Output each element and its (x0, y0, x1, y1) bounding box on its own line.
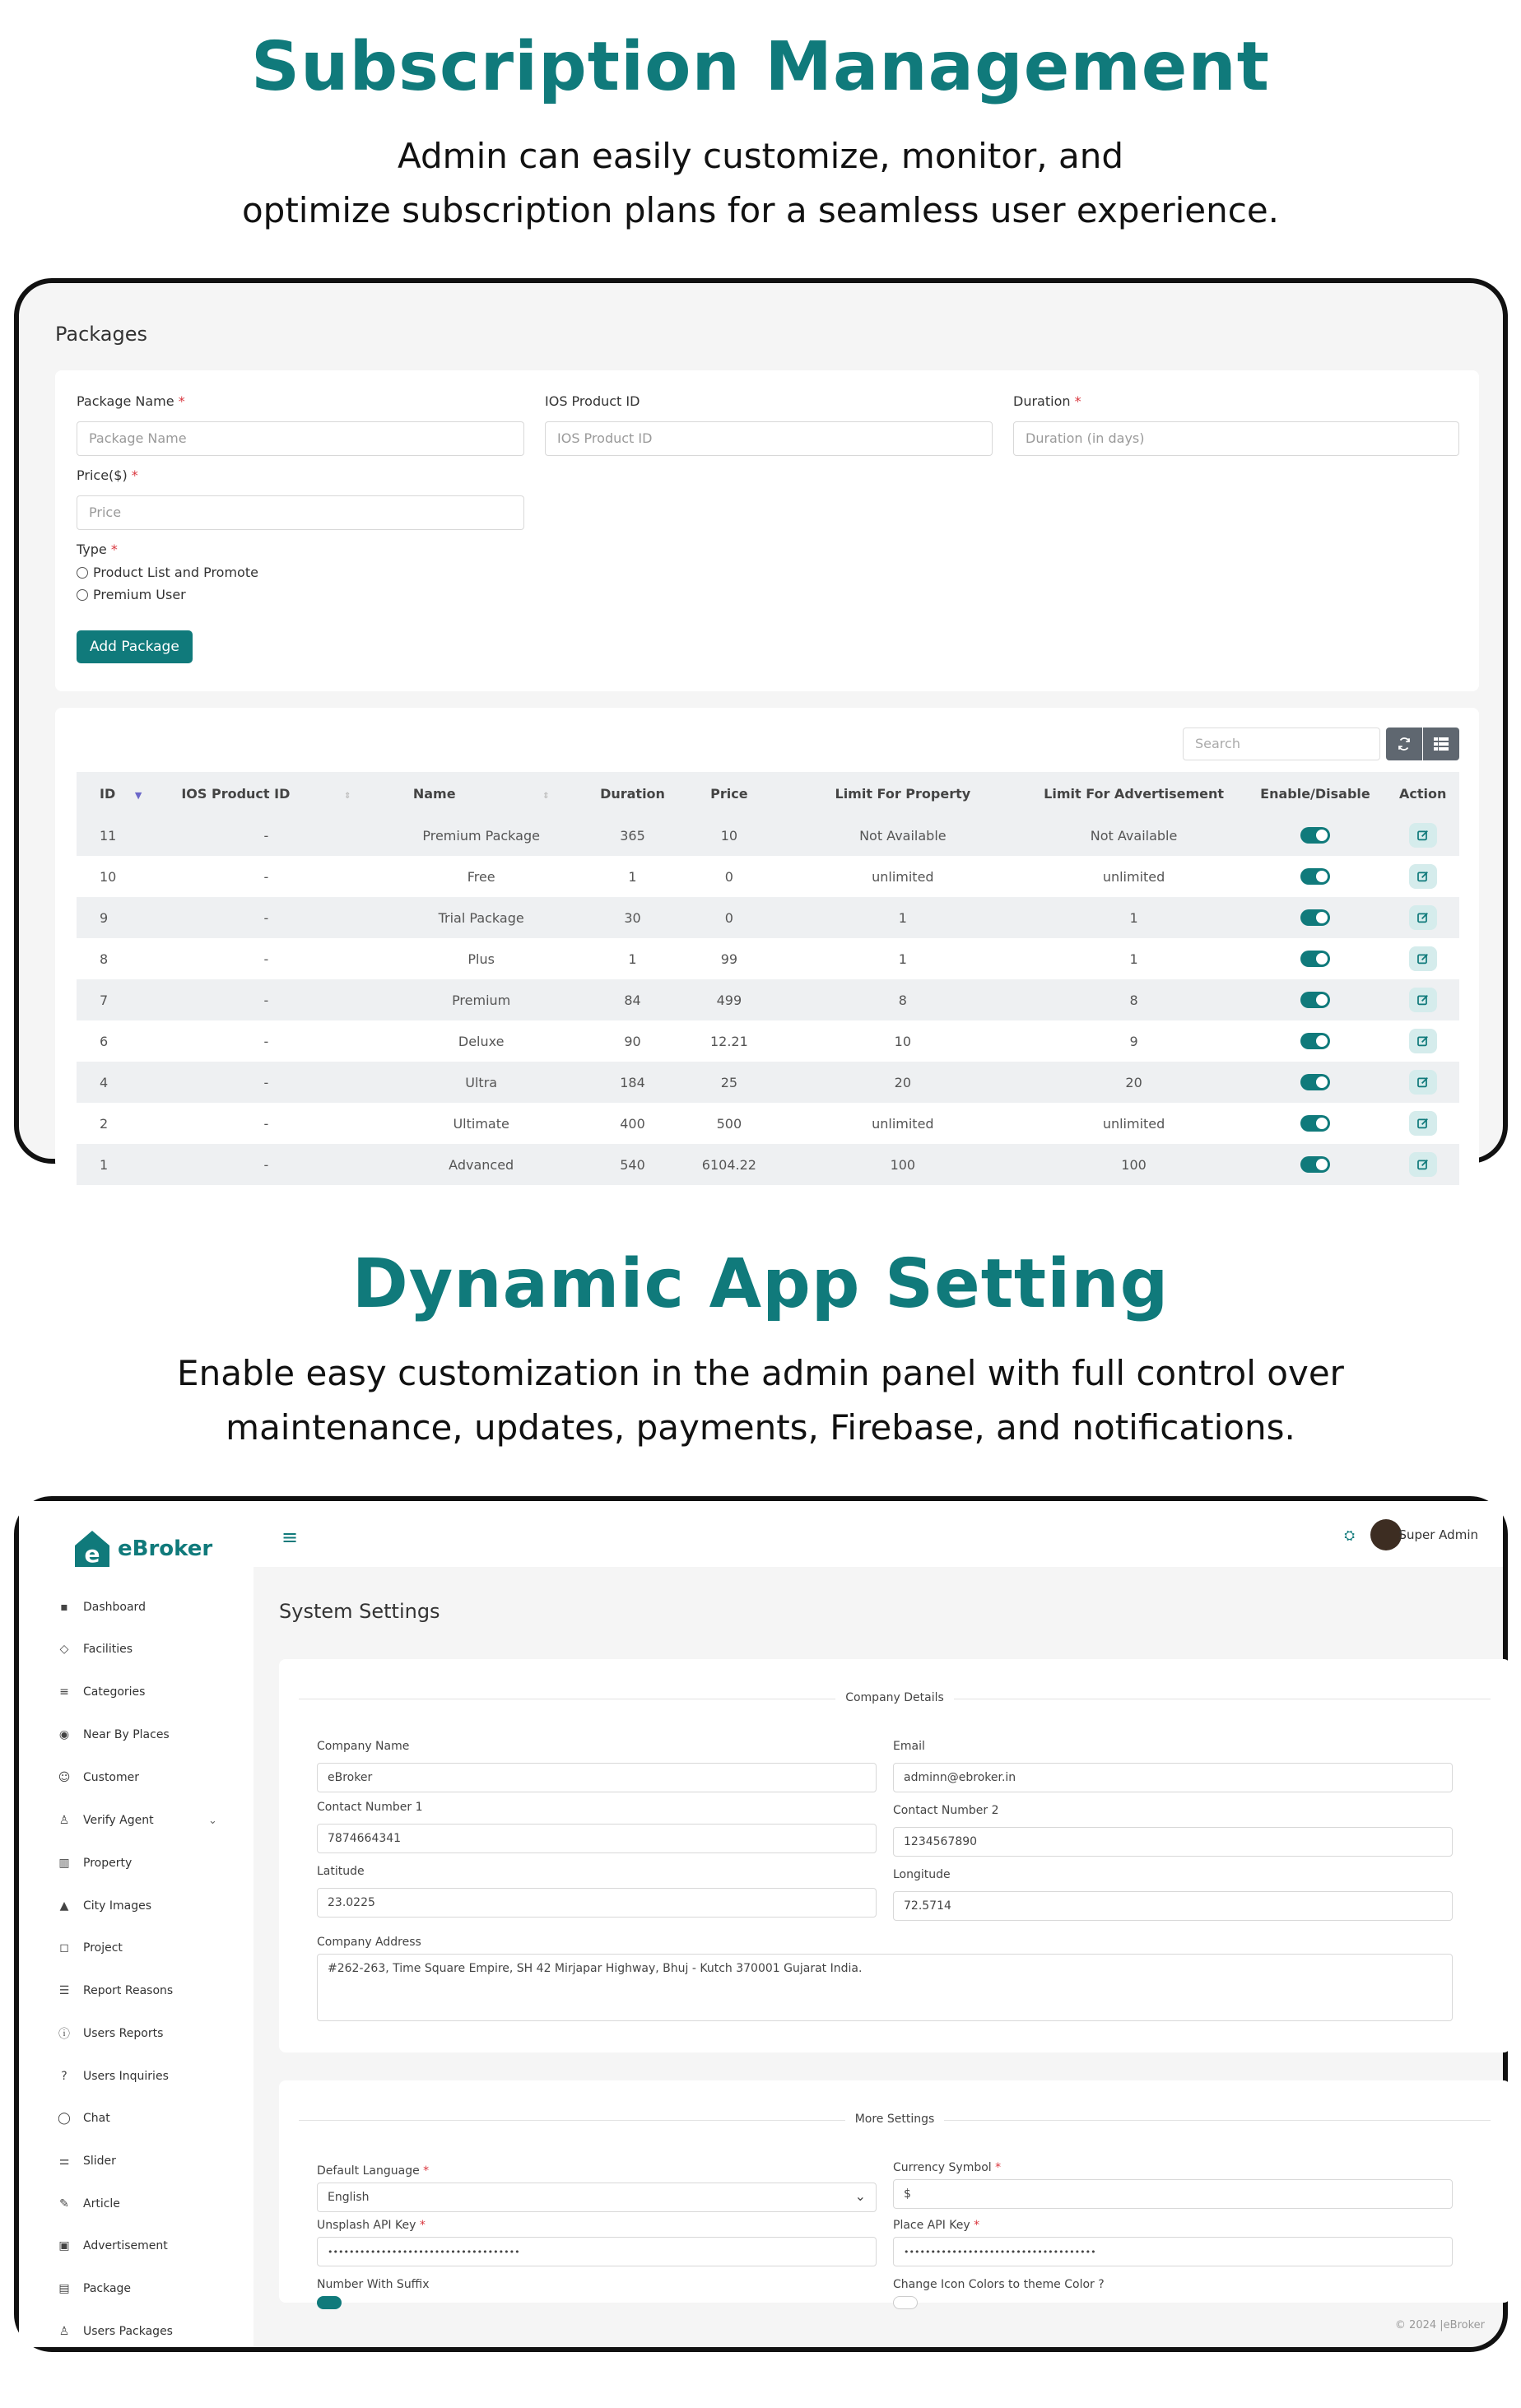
cell-ios-product-id: - (263, 951, 269, 967)
list-columns-icon (1434, 737, 1449, 751)
cell-limit-property: unlimited (872, 1115, 934, 1132)
contact2-label: Contact Number 2 (893, 1804, 999, 1817)
hamburger-menu-icon[interactable]: ≡ (281, 1526, 299, 1549)
page-title: Packages (55, 323, 147, 346)
cell-ios-product-id: - (159, 979, 374, 1020)
currency-symbol-label: Currency Symbol * (893, 2161, 1002, 2174)
chat-icon: ◯ (58, 2112, 71, 2125)
company-details-title: Company Details (279, 1691, 1510, 1704)
cell-duration: 365 (588, 815, 676, 856)
brand-name: eBroker (118, 1536, 213, 1561)
cell-price: 10 (677, 815, 782, 856)
project-icon: ◻ (59, 1941, 69, 1955)
city-images-icon: ▲ (59, 1899, 69, 1913)
chevron-down-icon[interactable]: ⌄ (208, 1815, 217, 1827)
table-row (77, 1103, 1459, 1144)
cell-duration: 30 (588, 897, 676, 938)
table-row (77, 938, 1459, 979)
place-api-key-input[interactable]: •••••••••••••••••••••••••••••••••••• (893, 2237, 1453, 2266)
edit-button[interactable] (1409, 988, 1437, 1012)
default-language-label: Default Language * (317, 2164, 430, 2178)
enable-toggle[interactable] (1300, 1033, 1330, 1049)
edit-button[interactable] (1409, 823, 1437, 848)
cell-limit-property: 10 (894, 1033, 912, 1049)
enable-toggle[interactable] (1300, 909, 1330, 926)
cell-duration: 540 (588, 1144, 676, 1185)
cell-ios-product-id: - (159, 897, 374, 938)
column-header-enable-disable: Enable/Disable (1244, 772, 1387, 815)
package-icon: ▤ (58, 2282, 70, 2295)
sort-icon: ⇕ (343, 791, 351, 801)
sidebar-item-label: Facilities (83, 1643, 133, 1656)
company-name-label: Company Name (317, 1740, 410, 1753)
cell-price: 6104.22 (677, 1144, 782, 1185)
edit-icon (1416, 1076, 1430, 1089)
latitude-label: Latitude (317, 1865, 365, 1878)
cell-duration: 400 (620, 1115, 645, 1132)
contact2-input[interactable]: 1234567890 (893, 1827, 1453, 1857)
packages-table-card (55, 708, 1479, 1173)
categories-icon: ≡ (59, 1685, 69, 1699)
cell-action (1386, 1020, 1459, 1062)
report-reasons-icon: ☰ (58, 1984, 70, 1997)
sidebar-item-label: Property (83, 1857, 133, 1870)
top-bar (254, 1501, 1503, 1567)
edit-icon (1416, 952, 1430, 965)
facilities-icon: ◇ (59, 1643, 69, 1656)
edit-icon (1416, 829, 1430, 842)
language-icon[interactable]: ⛭ (1344, 1527, 1355, 1543)
avatar[interactable] (1370, 1519, 1402, 1550)
icon-colors-label: Change Icon Colors to theme Color ? (893, 2278, 1105, 2291)
sidebar-item-label: Slider (83, 2155, 116, 2168)
sidebar-item-label: Chat (83, 2112, 110, 2125)
search-input[interactable]: Search (1183, 728, 1380, 760)
property-icon: ▥ (58, 1857, 70, 1870)
page-title: System Settings (279, 1600, 440, 1623)
add-package-button[interactable]: Add Package (77, 630, 193, 663)
cell-action (1386, 1144, 1459, 1185)
location-pin-icon: ◉ (58, 1728, 70, 1741)
column-header-name[interactable]: Name ⇕ (374, 772, 588, 815)
cell-ios-product-id: - (263, 868, 269, 885)
package-name-label: Package Name * (77, 393, 185, 409)
icon-colors-toggle[interactable] (893, 2296, 918, 2309)
sidebar-item-city-images[interactable] (57, 1899, 151, 1913)
sidebar-item-dashboard[interactable] (57, 1600, 146, 1615)
edit-icon (1416, 993, 1430, 1006)
cell-ios-product-id: - (159, 1144, 374, 1185)
edit-icon (1416, 1117, 1430, 1130)
cell-id: 2 (100, 1115, 109, 1132)
unsplash-api-key-label: Unsplash API Key * (317, 2219, 426, 2232)
type-radio-product-list[interactable]: Product List and Promote (77, 565, 258, 580)
cell-ios-product-id: - (263, 1115, 269, 1132)
cell-limit-property: 20 (782, 1062, 1023, 1103)
edit-icon (1416, 1158, 1430, 1171)
cell-duration: 90 (624, 1033, 641, 1049)
enable-toggle[interactable] (1300, 992, 1330, 1008)
cell-id: 8 (100, 951, 109, 967)
column-header-id[interactable]: ID ▼ (77, 772, 159, 815)
company-address-textarea[interactable]: #262-263, Time Square Empire, SH 42 Mirjapar Highway, Bhuj - Kutch 370001 Gujarat India. (317, 1954, 1453, 2021)
cell-price: 12.21 (709, 1033, 748, 1049)
enable-toggle[interactable] (1300, 1115, 1330, 1132)
longitude-input[interactable]: 72.5714 (893, 1891, 1453, 1921)
section2-heading: Dynamic App Setting (351, 1245, 1170, 1323)
sidebar-item-label: Users Reports (83, 2027, 164, 2040)
cell-name: Free (467, 868, 495, 885)
cell-price: 0 (677, 897, 782, 938)
cell-ios-product-id: - (159, 1062, 374, 1103)
sort-desc-icon: ▼ (134, 789, 142, 801)
cell-limit-property: 1 (782, 897, 1023, 938)
column-header-duration: Duration (588, 772, 676, 815)
sidebar-item-label: Article (83, 2197, 120, 2210)
edit-icon (1416, 911, 1430, 924)
refresh-icon (1397, 737, 1412, 751)
cell-duration: 84 (588, 979, 676, 1020)
cell-action (1386, 1062, 1459, 1103)
cell-limit-property: 8 (782, 979, 1023, 1020)
cell-action (1386, 856, 1459, 897)
table-row (77, 1144, 1459, 1185)
company-name-input[interactable]: eBroker (317, 1763, 877, 1792)
longitude-label: Longitude (893, 1868, 951, 1881)
column-header-price: Price (677, 772, 782, 815)
email-label: Email (893, 1740, 925, 1753)
cell-enable-disable (1244, 856, 1387, 897)
sidebar-item-label: Report Reasons (83, 1984, 174, 1997)
cell-enable-disable (1244, 938, 1387, 979)
cell-duration: 1 (628, 951, 637, 967)
contact1-label: Contact Number 1 (317, 1801, 423, 1814)
column-header-limit-advertisement: Limit For Advertisement (1024, 772, 1244, 815)
cell-id: 9 (77, 897, 159, 938)
column-header-action: Action (1386, 772, 1459, 815)
cell-limit-advertisement: 8 (1024, 979, 1244, 1020)
cell-limit-advertisement: unlimited (1102, 1115, 1165, 1132)
cell-id: 4 (77, 1062, 159, 1103)
cell-limit-advertisement: 1 (1024, 897, 1244, 938)
cell-limit-property: unlimited (872, 868, 934, 885)
cell-name: Ultimate (453, 1115, 509, 1132)
sidebar-item-label: Users Packages (83, 2325, 173, 2338)
table-row (77, 1020, 1459, 1062)
edit-button[interactable] (1409, 1152, 1437, 1177)
contact1-input[interactable]: 7874664341 (317, 1824, 877, 1853)
users-inquiries-icon: ? (61, 2070, 67, 2083)
place-api-key-label: Place API Key * (893, 2219, 980, 2232)
cell-action (1386, 938, 1459, 979)
article-icon: ✎ (59, 2197, 69, 2210)
duration-input[interactable]: Duration (in days) (1013, 421, 1459, 456)
sidebar-item-slider[interactable] (57, 2154, 116, 2169)
sidebar-item-categories[interactable] (57, 1685, 145, 1699)
edit-icon (1416, 870, 1430, 883)
packages-window (14, 278, 1508, 1173)
type-radio-premium-user[interactable]: Premium User (77, 587, 186, 602)
sidebar-item-property[interactable] (57, 1856, 132, 1871)
cell-name: Premium Package (374, 815, 588, 856)
edit-button[interactable] (1409, 1070, 1437, 1095)
user-name[interactable]: Super Admin (1398, 1527, 1478, 1542)
table-row (77, 897, 1459, 938)
cell-name: Plus (467, 951, 495, 967)
cell-id: 10 (100, 868, 117, 885)
cell-action (1386, 1103, 1459, 1144)
section2-subtitle-line1: Enable easy customization in the admin panel with full control over (177, 1353, 1344, 1393)
edit-button[interactable] (1409, 946, 1437, 971)
cell-action (1386, 897, 1459, 938)
sidebar-item-label: Package (83, 2282, 132, 2295)
cell-name: Premium (374, 979, 588, 1020)
enable-toggle[interactable] (1300, 1156, 1330, 1173)
refresh-button[interactable] (1386, 728, 1422, 760)
price-input[interactable]: Price (77, 495, 524, 530)
unsplash-api-key-input[interactable]: •••••••••••••••••••••••••••••••••••• (317, 2237, 877, 2266)
cell-enable-disable (1244, 1144, 1387, 1185)
users-reports-icon: ⓘ (58, 2028, 70, 2041)
dashboard-icon: ▪ (60, 1601, 68, 1614)
email-input[interactable]: adminn@ebroker.in (893, 1763, 1453, 1792)
cell-id: 7 (77, 979, 159, 1020)
sidebar-item-label: Near By Places (83, 1728, 170, 1741)
cell-duration: 184 (588, 1062, 676, 1103)
more-settings-card (279, 2080, 1510, 2303)
cell-enable-disable (1244, 1020, 1387, 1062)
cell-enable-disable (1244, 1062, 1387, 1103)
cell-limit-advertisement: 9 (1129, 1033, 1138, 1049)
columns-toggle-button[interactable] (1423, 728, 1459, 760)
sidebar-item-users-reports[interactable] (57, 2026, 163, 2041)
cell-price: 25 (677, 1062, 782, 1103)
cell-limit-property: 1 (898, 951, 907, 967)
number-suffix-toggle[interactable] (317, 2296, 342, 2309)
section1-heading: Subscription Management (251, 28, 1270, 106)
cell-price: 499 (677, 979, 782, 1020)
table-row (77, 979, 1459, 1020)
cell-enable-disable (1244, 1103, 1387, 1144)
cell-id: 11 (77, 815, 159, 856)
cell-limit-advertisement: unlimited (1102, 868, 1165, 885)
sidebar-item-package[interactable] (57, 2281, 131, 2296)
ios-product-id-input[interactable]: IOS Product ID (545, 421, 993, 456)
sidebar-item-users-packages[interactable] (57, 2324, 173, 2339)
cell-limit-property: 100 (782, 1144, 1023, 1185)
cell-name: Deluxe (458, 1033, 505, 1049)
cell-limit-advertisement: 20 (1024, 1062, 1244, 1103)
sidebar-item-chat[interactable] (57, 2111, 110, 2126)
edit-button[interactable] (1409, 1029, 1437, 1053)
sidebar-item-label: Verify Agent (83, 1814, 154, 1827)
add-package-form (55, 370, 1479, 691)
users-packages-icon: ♙ (58, 2325, 70, 2338)
sidebar-item-label: Advertisement (83, 2239, 168, 2252)
currency-symbol-input[interactable]: $ (893, 2179, 1453, 2209)
company-address-label: Company Address (317, 1936, 421, 1949)
sidebar-item-customer[interactable] (57, 1770, 139, 1785)
sidebar-item-report-reasons[interactable] (57, 1983, 173, 1998)
column-header-limit-property: Limit For Property (782, 772, 1023, 815)
cell-name: Advanced (374, 1144, 588, 1185)
sidebar-item-label: Users Inquiries (83, 2070, 169, 2083)
cell-price: 0 (724, 868, 733, 885)
sidebar (19, 1501, 254, 2347)
radio-circle (77, 567, 88, 579)
cell-limit-property: Not Available (782, 815, 1023, 856)
enable-toggle[interactable] (1300, 827, 1330, 844)
column-header-ios-product-id[interactable]: IOS Product ID ⇕ (159, 772, 374, 815)
packages-table (77, 772, 1459, 1185)
cell-limit-advertisement: 100 (1024, 1144, 1244, 1185)
edit-button[interactable] (1409, 905, 1437, 930)
sidebar-item-label: Customer (83, 1771, 140, 1784)
sidebar-item-label: Dashboard (83, 1601, 146, 1614)
sort-icon: ⇕ (542, 791, 550, 801)
radio-circle (77, 589, 88, 601)
table-row (77, 815, 1459, 856)
table-header-row (77, 772, 1459, 815)
sidebar-item-article[interactable] (57, 2196, 120, 2211)
enable-toggle[interactable] (1300, 868, 1330, 885)
sidebar-item-verify-agent[interactable] (57, 1813, 154, 1828)
price-label: Price($) * (77, 467, 138, 483)
table-row (77, 1062, 1459, 1103)
table-row (77, 856, 1459, 897)
verify-agent-icon: ♙ (58, 1814, 70, 1827)
package-name-input[interactable]: Package Name (77, 421, 524, 456)
brand-logo[interactable] (73, 1529, 212, 1569)
section1-subtitle-line1: Admin can easily customize, monitor, and (398, 136, 1123, 176)
cell-duration: 1 (628, 868, 637, 885)
latitude-input[interactable]: 23.0225 (317, 1888, 877, 1918)
ebroker-logo-icon (73, 1529, 111, 1569)
duration-label: Duration * (1013, 393, 1081, 409)
more-settings-title: More Settings (279, 2113, 1510, 2126)
cell-price: 500 (716, 1115, 742, 1132)
enable-toggle[interactable] (1300, 1074, 1330, 1090)
cell-enable-disable (1244, 815, 1387, 856)
sidebar-item-facilities[interactable] (57, 1642, 133, 1657)
section1-subtitle-line2: optimize subscription plans for a seamless user experience. (241, 190, 1280, 230)
number-with-suffix-label: Number With Suffix (317, 2278, 430, 2291)
company-details-card (279, 1659, 1510, 2052)
cell-price: 99 (720, 951, 738, 967)
chevron-down-icon: ⌄ (854, 2188, 866, 2204)
cell-action (1386, 815, 1459, 856)
cell-name: Trial Package (374, 897, 588, 938)
cell-id: 1 (77, 1144, 159, 1185)
customer-icon: ☺ (58, 1771, 71, 1784)
section2-subtitle-line2: maintenance, updates, payments, Firebase, and notifications. (226, 1407, 1295, 1448)
edit-button[interactable] (1409, 864, 1437, 889)
slider-icon: ⚌ (58, 2155, 70, 2168)
enable-toggle[interactable] (1300, 951, 1330, 967)
sidebar-item-label: Project (83, 1941, 123, 1955)
cell-enable-disable (1244, 897, 1387, 938)
sidebar-item-near-by-places[interactable] (57, 1727, 170, 1742)
cell-action (1386, 979, 1459, 1020)
edit-icon (1416, 1034, 1430, 1048)
cell-name: Ultra (374, 1062, 588, 1103)
edit-button[interactable] (1409, 1111, 1437, 1136)
settings-window (14, 1496, 1508, 2352)
cell-ios-product-id: - (159, 815, 374, 856)
footer-copyright: © 2024 |eBroker (1394, 2319, 1485, 2331)
advertisement-icon: ▣ (58, 2239, 70, 2252)
sidebar-item-project[interactable] (57, 1941, 123, 1955)
cell-limit-advertisement: 1 (1129, 951, 1138, 967)
sidebar-item-advertisement[interactable] (57, 2238, 168, 2253)
sidebar-item-users-inquiries[interactable] (57, 2069, 169, 2084)
sidebar-item-label: City Images (83, 1899, 152, 1913)
cell-enable-disable (1244, 979, 1387, 1020)
cell-ios-product-id: - (263, 1033, 269, 1049)
svg-text:e: e (84, 1541, 100, 1568)
default-language-select[interactable]: English ⌄ (317, 2183, 877, 2212)
cell-id: 6 (100, 1033, 109, 1049)
type-label: Type * (77, 542, 118, 557)
ios-product-id-label: IOS Product ID (545, 393, 640, 409)
sidebar-item-label: Categories (83, 1685, 146, 1699)
cell-limit-advertisement: Not Available (1024, 815, 1244, 856)
